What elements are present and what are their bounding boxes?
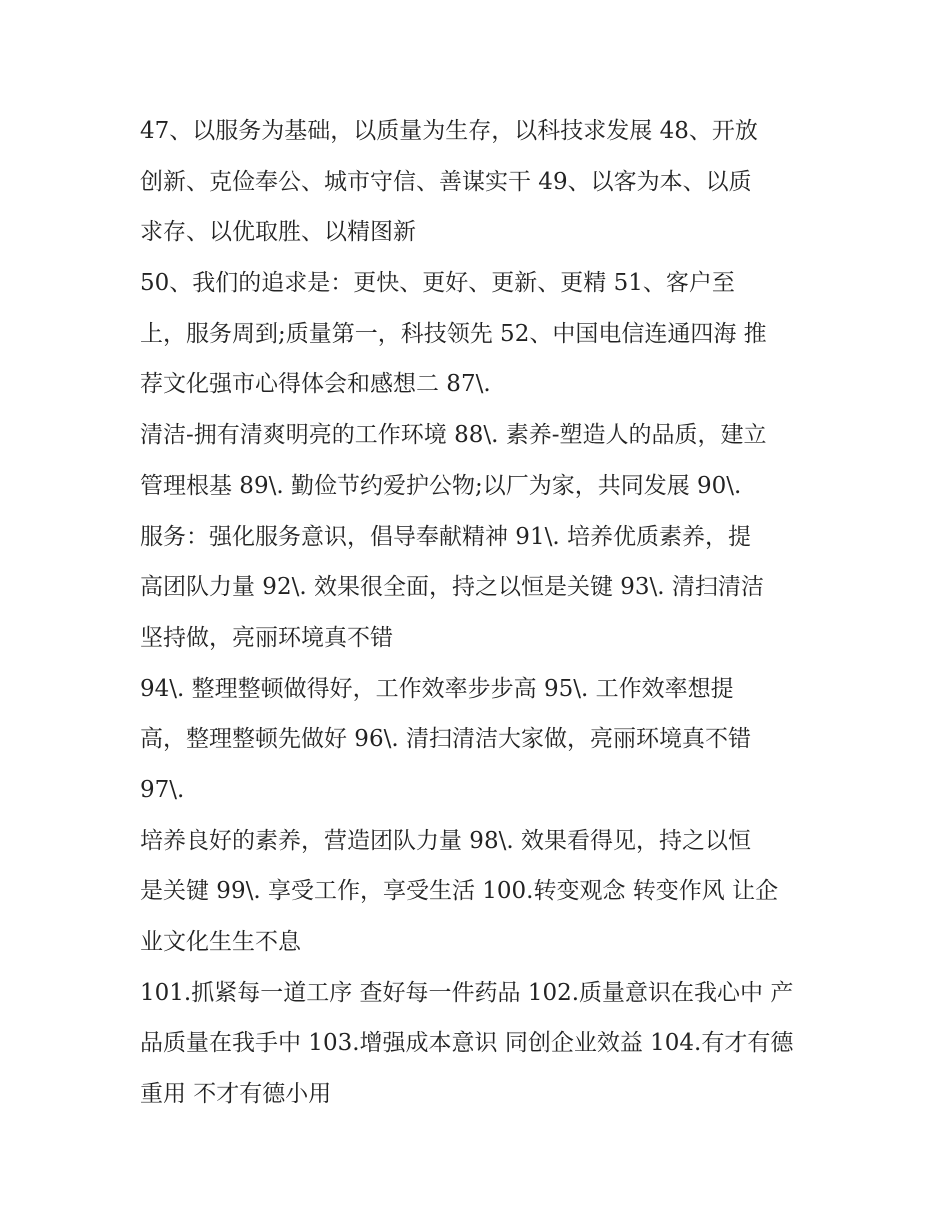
text-line: 重用 不才有德小用 xyxy=(140,1081,332,1108)
text-line: 50、我们的追求是：更快、更好、更新、更精 51、客户至 xyxy=(140,270,735,297)
text-line: 清洁-拥有清爽明亮的工作环境 88\. 素养-塑造人的品质，建立 xyxy=(140,422,767,449)
text-line: 坚持做，亮丽环境真不错 xyxy=(140,624,393,651)
text-line: 94\. 整理整顿做得好，工作效率步步高 95\. 工作效率想提 xyxy=(140,675,734,702)
text-line: 47、以服务为基础，以质量为生存，以科技求发展 48、开放 xyxy=(140,118,758,144)
text-line: 品质量在我手中 103.增强成本意识 同创企业效益 104.有才有德 xyxy=(140,1030,794,1057)
text-line: 荐文化强市心得体会和感想二 87\. xyxy=(140,371,491,398)
text-line: 上，服务周到;质量第一，科技领先 52、中国电信连通四海 推 xyxy=(140,320,767,347)
text-line: 101.抓紧每一道工序 查好每一件药品 102.质量意识在我心中 产 xyxy=(140,979,794,1006)
document-body xyxy=(140,106,820,1120)
text-line: 求存、以优取胜、以精图新 xyxy=(140,219,416,246)
text-line: 管理根基 89\. 勤俭节约爱护公物;以厂为家，共同发展 90\. xyxy=(140,472,742,499)
text-line: 是关键 99\. 享受工作，享受生活 100.转变观念 转变作风 让企 xyxy=(140,878,779,905)
text-line: 业文化生生不息 xyxy=(140,929,301,955)
text-line: 培养良好的素养，营造团队力量 98\. 效果看得见，持之以恒 xyxy=(140,827,751,854)
text-line: 高团队力量 92\. 效果很全面，持之以恒是关键 93\. 清扫清洁 xyxy=(140,574,764,601)
text-line: 创新、克俭奉公、城市守信、善谋实干 49、以客为本、以质 xyxy=(140,168,752,195)
text-line: 高，整理整顿先做好 96\. 清扫清洁大家做，亮丽环境真不错 xyxy=(140,726,751,753)
text-line: 服务：强化服务意识，倡导奉献精神 91\. 培养优质素养，提 xyxy=(140,523,751,550)
text-line: 97\. xyxy=(140,776,185,803)
